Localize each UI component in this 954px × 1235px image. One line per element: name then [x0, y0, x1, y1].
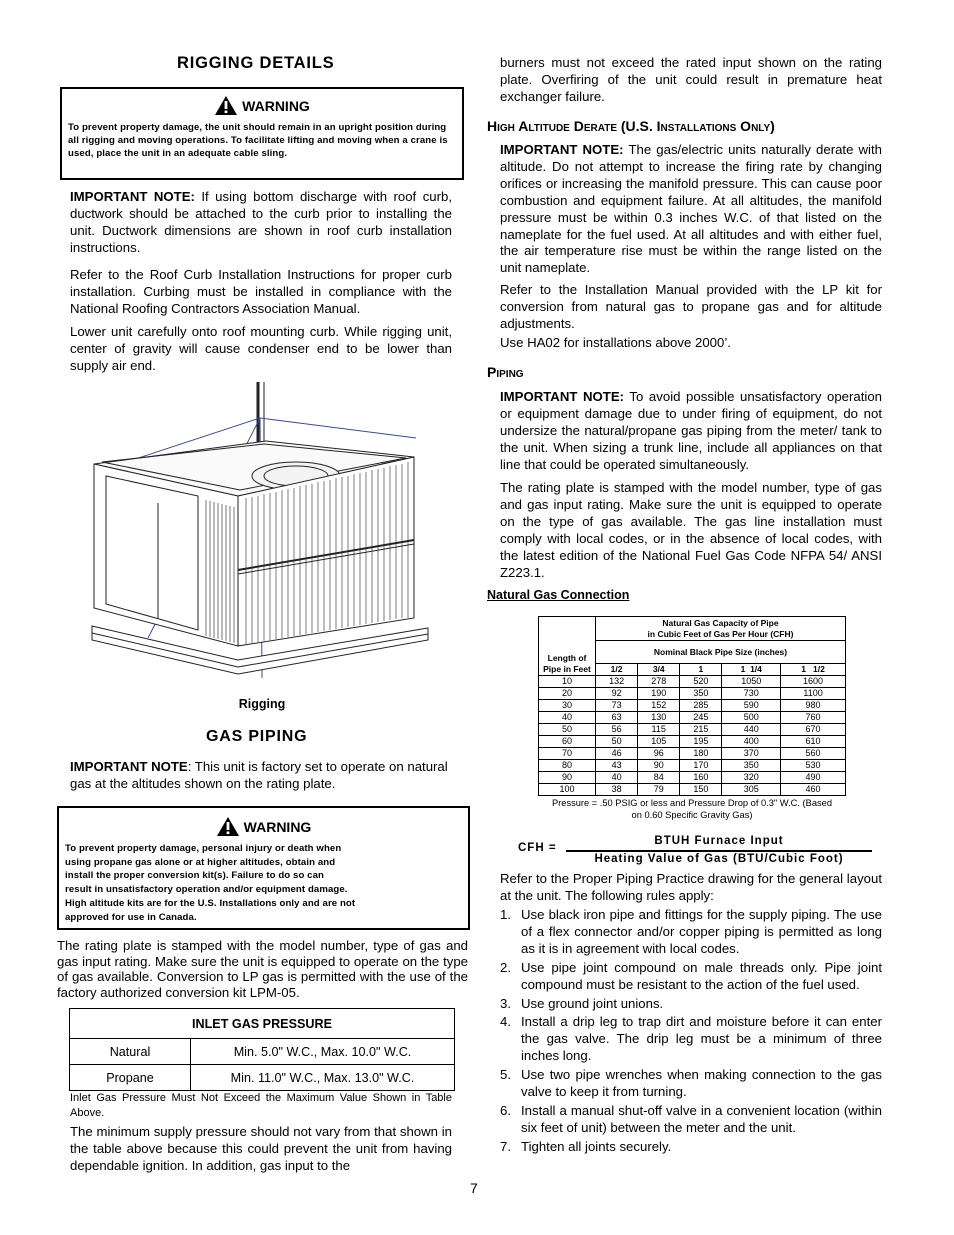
figure-caption: Rigging	[238, 697, 286, 711]
table-cell: 84	[638, 772, 680, 784]
ha02-paragraph: Use HA02 for installations above 2000’.	[500, 335, 731, 350]
natural-gas-capacity-table	[538, 616, 846, 796]
table-cell: 190	[638, 688, 680, 700]
table-cell: Propane	[70, 1065, 191, 1091]
piping-rules-list	[500, 907, 882, 1158]
list-item	[500, 1067, 882, 1101]
important-text: If using bottom discharge with roof curb, ductwork should be attached to the curb prior to installing the unit. Ductwork dimensions are shown in roof curb installation instructions.	[70, 189, 453, 255]
table-cell: 245	[680, 712, 722, 724]
lower-unit-paragraph: Lower unit carefully onto roof mounting curb. While rigging unit, center of gravity will cause condenser end to be lower than supply air end.	[70, 324, 452, 373]
table-cell: 980	[781, 700, 846, 712]
formula-lhs: CFH =	[518, 842, 557, 854]
table-cell: 150	[680, 784, 722, 796]
table-cell: 760	[781, 712, 846, 724]
table-row	[539, 772, 846, 784]
table-row	[70, 1065, 455, 1091]
table-cell: 152	[638, 700, 680, 712]
min-supply-paragraph: The minimum supply pressure should not vary from that shown in the table above because this could prevent the unit from having dependable ignition. In addition, gas input to the	[70, 1124, 452, 1173]
rating-plate-paragraph-right: The rating plate is stamped with the model number, type of gas and gas input rating. Make sure the unit is equipped to operate on the type of gas available. The gas line installation must comply with local codes, or in the absence of local codes, with the latest edition of the National Fuel Gas Code NFPA 54/ ANSI Z223.1.	[500, 480, 882, 580]
curb-paragraph: Refer to the Roof Curb Installation Instructions for proper curb installation. Curbing must be installed in compliance with the National Roofing Contractors Association Manual.	[70, 267, 452, 316]
overfiring-paragraph: burners must not exceed the rated input shown on the rating plate. Overfiring of the unit could result in premature heat exchanger failure.	[500, 55, 882, 104]
table-cell: 80	[539, 760, 596, 772]
table-cell: 10	[539, 676, 596, 688]
length-label: Pipe in Feet	[543, 664, 591, 674]
pipe-size-header: Nominal Black Pipe Size (inches)	[596, 641, 846, 664]
formula-numerator: BTUH Furnace Input	[654, 835, 784, 847]
important-label: IMPORTANT NOTE:	[500, 142, 624, 157]
table-cell: 670	[781, 724, 846, 736]
rigging-illustration	[88, 378, 433, 678]
warning-line: High altitude kits are for the U.S. Installations only and are not	[65, 897, 356, 909]
list-number: 7.	[500, 1138, 511, 1154]
table-cell: 320	[722, 772, 781, 784]
table-cell: 100	[539, 784, 596, 796]
list-number: 2.	[500, 959, 511, 975]
table-cell: 440	[722, 724, 781, 736]
table-cell: 305	[722, 784, 781, 796]
table-row	[539, 760, 846, 772]
size-cell: 3/4	[638, 664, 680, 676]
table-cell: 520	[680, 676, 722, 688]
altitude-important-note	[500, 142, 882, 277]
table-row	[539, 676, 846, 688]
table-cell: 180	[680, 748, 722, 760]
table-cell: 610	[781, 736, 846, 748]
table-cell: 1600	[781, 676, 846, 688]
gas-piping-heading: GAS PIPING	[206, 728, 308, 745]
table-cell: 130	[638, 712, 680, 724]
gas-note-text: : This unit is factory set to operate on natural gas at the altitudes shown on the rating plate.	[70, 759, 448, 791]
warning-label: WARNING	[242, 97, 310, 114]
warning-line: install the proper conversion kit(s). Failure to do so can	[65, 870, 325, 882]
list-item	[500, 1139, 882, 1156]
warning-triangle-icon	[216, 816, 240, 837]
list-item	[500, 907, 882, 958]
table-cell: 195	[680, 736, 722, 748]
warning-header	[65, 816, 462, 837]
warning-text	[65, 842, 462, 924]
length-label: Length of	[547, 653, 587, 663]
warning-text: To prevent property damage, the unit should remain in an upright position during all rigging and moving operations. To facilitate lifting and moving when a crane is used, place the unit in an adequate cable sling.	[68, 122, 448, 160]
size-cell: 1 1/2	[781, 664, 846, 676]
table-cell: 278	[638, 676, 680, 688]
table-cell: 70	[539, 748, 596, 760]
table-row	[539, 724, 846, 736]
table-cell: 730	[722, 688, 781, 700]
table-cell: 500	[722, 712, 781, 724]
table-cell: 350	[680, 688, 722, 700]
table-cell: 40	[539, 712, 596, 724]
footnote-line: Pressure = .50 PSIG or less and Pressure Drop of 0.3" W.C. (Based	[551, 798, 832, 808]
table-row	[539, 736, 846, 748]
table-cell: 590	[722, 700, 781, 712]
table-cell: 1100	[781, 688, 846, 700]
table-cell: 90	[539, 772, 596, 784]
list-item	[500, 960, 882, 994]
list-text: Use pipe joint compound on male threads only. Pipe joint compound must be resistant to the action of the fuel used.	[521, 959, 882, 992]
table-cell: 92	[596, 688, 638, 700]
table-cell: 1050	[722, 676, 781, 688]
table-cell: 160	[680, 772, 722, 784]
list-text: Use black iron pipe and fittings for the supply piping. The use of a flex connector and/or copper piping is permitted as long as it is in agreement with local codes.	[521, 907, 882, 956]
table-cell: 285	[680, 700, 722, 712]
table-cell: 63	[596, 712, 638, 724]
table-cell: Min. 11.0" W.C., Max. 13.0" W.C.	[191, 1065, 455, 1091]
table-cell: 56	[596, 724, 638, 736]
gas-note-label: IMPORTANT NOTE	[70, 759, 188, 774]
size-cell: 1/2	[596, 664, 638, 676]
table-row	[70, 1039, 455, 1065]
warning-line: approved for use in Canada.	[65, 911, 197, 923]
table-cell: Natural	[70, 1039, 191, 1065]
rigging-warning-box	[60, 87, 464, 180]
warning-line: using propane gas alone or at higher altitudes, obtain and	[65, 856, 336, 868]
inlet-gas-pressure-table	[69, 1008, 455, 1091]
warning-line: To prevent property damage, personal injury or death when	[65, 843, 342, 854]
table-cell: 460	[781, 784, 846, 796]
table-cell: 215	[680, 724, 722, 736]
table-cell: 560	[781, 748, 846, 760]
high-altitude-heading: High Altitude Derate (U.S. Installations Only)	[487, 118, 775, 134]
piping-important-note	[500, 389, 882, 474]
important-label: IMPORTANT NOTE:	[500, 389, 625, 404]
table-cell: 60	[539, 736, 596, 748]
table-cell: 490	[781, 772, 846, 784]
size-cell: 1 1/4	[722, 664, 781, 676]
list-text: Use two pipe wrenches when making connection to the gas valve to keep it from turning.	[521, 1067, 882, 1100]
list-item	[500, 1014, 882, 1065]
page-number: 7	[470, 1180, 478, 1196]
inlet-table-title: INLET GAS PRESSURE	[70, 1009, 455, 1039]
rating-plate-paragraph: The rating plate is stamped with the model number, type of gas and gas input rating. Make sure the unit is equipped to operate on the type of gas available. Conversion to LP gas is permitted with the use of the factory authorized conversion kit LPM-05.	[57, 938, 468, 1000]
table-corner	[539, 617, 596, 641]
gas-table-footnote	[520, 797, 864, 821]
table-cell: 370	[722, 748, 781, 760]
table-row	[539, 688, 846, 700]
table-cell: 38	[596, 784, 638, 796]
propane-warning-box	[57, 806, 470, 930]
lp-kit-paragraph: Refer to the Installation Manual provided with the LP kit for conversion from natural gas to propane gas and for altitude adjustments.	[500, 282, 882, 331]
list-number: 3.	[500, 995, 511, 1011]
warning-label: WARNING	[243, 818, 312, 835]
table-cell: 50	[596, 736, 638, 748]
rigging-heading: RIGGING DETAILS	[177, 54, 335, 72]
list-text: Install a drip leg to trap dirt and moisture before it can enter the gas valve. The drip leg must be a minimum of three inches long.	[521, 1014, 882, 1064]
footnote-line: on 0.60 Specific Gravity Gas)	[631, 810, 753, 820]
list-item	[500, 996, 882, 1013]
table-cell: 46	[596, 748, 638, 760]
list-text: Use ground joint unions.	[521, 995, 664, 1011]
list-number: 1.	[500, 907, 511, 922]
table-title-line: Natural Gas Capacity of Pipe	[662, 617, 779, 628]
table-cell: 400	[722, 736, 781, 748]
table-cell: Min. 5.0" W.C., Max. 10.0" W.C.	[191, 1039, 455, 1065]
table-cell: 43	[596, 760, 638, 772]
formula-fraction-bar	[566, 850, 872, 852]
important-text: The gas/electric units naturally derate with altitude. Do not attempt to increase the firing rate by changing orifices or increasing the manifold pressure. This can cause poor combustion and equipment failure. At all altitudes, the manifold pressure must be within 0.3 inches W.C. of that listed on the nameplate for the fuel used. At all altitudes and with either fuel, the air temperature rise must be within the range listed on the unit nameplate.	[500, 142, 882, 276]
table-title	[596, 617, 846, 641]
table-row	[539, 748, 846, 760]
piping-heading: Piping	[487, 364, 524, 380]
formula-denominator: Heating Value of Gas (BTU/Cubic Foot)	[594, 853, 844, 865]
rigging-important-note	[70, 189, 452, 257]
table-cell: 530	[781, 760, 846, 772]
warning-line: result in unsatisfactory operation and/or equipment damage.	[65, 884, 348, 896]
table-cell: 350	[722, 760, 781, 772]
table-cell: 50	[539, 724, 596, 736]
size-cell: 1	[680, 664, 722, 676]
table-cell: 90	[638, 760, 680, 772]
list-text: Tighten all joints securely.	[521, 1138, 672, 1154]
table-cell: 96	[638, 748, 680, 760]
important-text: To avoid possible unsatisfactory operation or equipment damage due to under firing of equipment, do not undersize the natural/propane gas piping from the meter/ tank to the unit. When sizing a trunk line, include all appliances on that line that could be operated simultaneously.	[500, 389, 882, 472]
list-number: 5.	[500, 1067, 511, 1083]
list-number: 6.	[500, 1102, 511, 1118]
table-cell: 105	[638, 736, 680, 748]
length-header	[539, 641, 596, 676]
list-number: 4.	[500, 1014, 511, 1030]
table-row	[539, 712, 846, 724]
list-text: Install a manual shut-off valve in a convenient location (within six feet of unit) between the meter and the unit.	[521, 1102, 882, 1135]
warning-header	[68, 95, 456, 116]
table-cell: 170	[680, 760, 722, 772]
gas-important-note	[70, 759, 452, 793]
piping-practice-paragraph: Refer to the Proper Piping Practice drawing for the general layout at the unit. The following rules apply:	[500, 871, 882, 903]
inlet-note: Inlet Gas Pressure Must Not Exceed the Maximum Value Shown in Table Above.	[70, 1092, 452, 1119]
table-row	[539, 700, 846, 712]
table-cell: 115	[638, 724, 680, 736]
table-cell: 73	[596, 700, 638, 712]
table-row	[539, 784, 846, 796]
list-item	[500, 1103, 882, 1137]
important-label: IMPORTANT NOTE:	[70, 189, 195, 204]
table-cell: 132	[596, 676, 638, 688]
table-cell: 30	[539, 700, 596, 712]
natural-gas-connection-heading: Natural Gas Connection	[487, 588, 630, 602]
table-cell: 40	[596, 772, 638, 784]
table-cell: 79	[638, 784, 680, 796]
table-cell: 20	[539, 688, 596, 700]
warning-triangle-icon	[214, 95, 238, 116]
table-title-line: in Cubic Feet of Gas Per Hour (CFH)	[647, 628, 794, 639]
